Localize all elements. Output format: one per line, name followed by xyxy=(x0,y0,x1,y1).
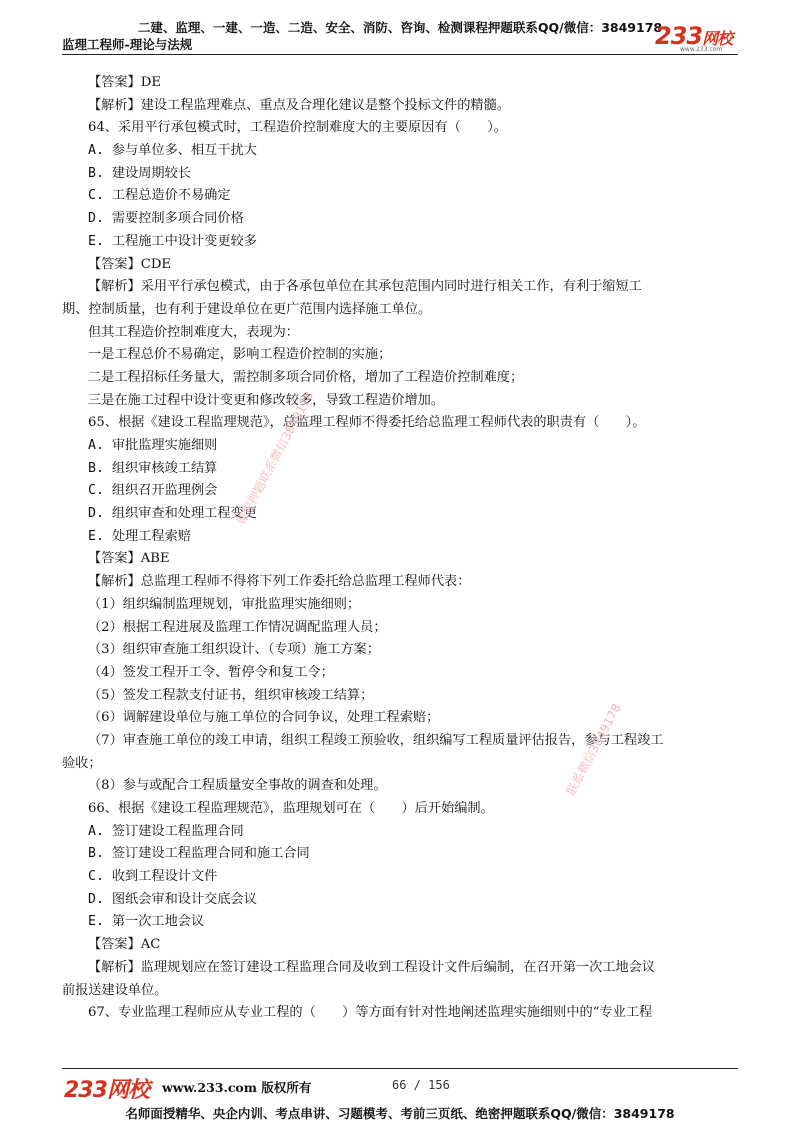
list-item: （2）根据工程进展及监理工作情况调配监理人员； xyxy=(88,619,387,635)
option-line: B. 签订建设工程监理合同和施工合同 xyxy=(88,846,310,862)
option-line: B. 建设周期较长 xyxy=(88,165,191,181)
analysis-line: 【解析】监理规划应在签订建设工程监理合同及收到工程设计文件后编制，在召开第一次工地会议 xyxy=(88,959,656,975)
analysis-continuation: 期、控制质量，也有利于建设单位在更广范围内选择施工单位。 xyxy=(62,301,432,317)
list-item: （8）参与或配合工程质量安全事故的调查和处理。 xyxy=(88,778,387,794)
logo-number: 233 xyxy=(655,22,703,50)
logo-url: www.233.com xyxy=(680,46,723,53)
option-line: D. 图纸会审和设计交底会议 xyxy=(88,891,257,907)
option-line: C. 组织召开监理例会 xyxy=(88,483,218,499)
list-item: （3）组织审查施工组织设计、（专项）施工方案； xyxy=(88,642,380,658)
list-item: （6）调解建设单位与施工单位的合同争议，处理工程索赔； xyxy=(88,710,440,726)
document-subtitle: 监理工程师-理论与法规 xyxy=(62,37,193,52)
body-line: 三是在施工过程中设计变更和修改较多，导致工程造价增加。 xyxy=(88,392,445,408)
footer-logo-text: 网校 xyxy=(106,1078,149,1103)
logo-text: 网校 xyxy=(702,29,733,48)
footer-copyright: www.233.com 版权所有 xyxy=(162,1080,312,1095)
watermark-text: 联系微信3849178 xyxy=(563,701,624,798)
answer-line: 【答案】DE xyxy=(88,75,161,90)
question-67: 67、专业监理工程师应从专业工程的（ ）等方面有针对性地阐述监理实施细则中的“专业工程 xyxy=(88,1005,653,1021)
list-item-continuation: 验收； xyxy=(62,755,102,771)
answer-line: 【答案】ABE xyxy=(88,551,170,567)
option-line: A. 审批监理实施细则 xyxy=(88,438,218,453)
list-item: （5）签发工程款支付证书，组织审核竣工结算； xyxy=(88,687,374,703)
answer-line: 【答案】CDE xyxy=(88,256,172,272)
analysis-line: 【解析】总监理工程师不得将下列工作委托给总监理工程师代表： xyxy=(88,574,471,590)
list-item: （7）审查施工单位的竣工申请，组织工程竣工预验收，组织编写工程质量评估报告，参与工程竣工 xyxy=(88,732,664,748)
header-divider xyxy=(62,54,738,55)
watermark-text: 课程押题联系微信3849178 xyxy=(233,388,317,528)
header-promo-line: 二建、监理、一建、一造、二造、安全、消防、咨询、检测课程押题联系QQ/微信：3849178 xyxy=(137,20,663,35)
option-line: E. 工程施工中设计变更较多 xyxy=(88,233,257,249)
footer-promo-line: 名师面授精华、央企内训、考点串讲、习题模考、考前三页纸、绝密押题联系QQ/微信：3849178 xyxy=(125,1106,675,1121)
document-body xyxy=(62,72,738,1025)
question-65: 65、根据《建设工程监理规范》，总监理工程师不得委托给总监理工程师代表的职责有（ ）。 xyxy=(88,415,646,431)
analysis-line: 【解析】建设工程监理难点、重点及合理化建议是整个投标文件的精髓。 xyxy=(88,97,510,113)
list-item: （1）组织编制监理规划，审批监理实施细则； xyxy=(88,596,361,612)
footer-logo-number: 233 xyxy=(64,1078,107,1103)
body-line: 二是工程招标任务量大，需控制多项合同价格，增加了工程造价控制难度； xyxy=(88,369,524,385)
option-line: D. 组织审查和处理工程变更 xyxy=(88,506,257,522)
page-number: 66 / 156 xyxy=(392,1078,450,1092)
option-line: A. 参与单位多、相互干扰大 xyxy=(88,143,257,159)
footer-logo xyxy=(64,1073,149,1104)
list-item: （4）签发工程开工令、暂停令和复工令； xyxy=(88,664,334,680)
analysis-line: 【解析】采用平行承包模式，由于各承包单位在其承包范围内同时进行相关工作，有利于缩短工 xyxy=(88,279,642,295)
option-line: E. 第一次工地会议 xyxy=(88,914,205,930)
option-line: B. 组织审核竣工结算 xyxy=(88,460,218,476)
body-line: 一是工程总价不易确定，影响工程造价控制的实施； xyxy=(88,347,392,363)
question-64: 64、采用平行承包模式时，工程造价控制难度大的主要原因有（ ）。 xyxy=(88,120,507,136)
analysis-continuation: 前报送建设单位。 xyxy=(62,982,168,998)
question-66: 66、根据《建设工程监理规范》，监理规划可在（ ）后开始编制。 xyxy=(88,801,494,816)
option-line: C. 收到工程设计文件 xyxy=(88,869,218,885)
body-line: 但其工程造价控制难度大，表现为： xyxy=(88,324,299,340)
footer-divider xyxy=(62,1068,738,1069)
option-line: E. 处理工程索赔 xyxy=(88,528,191,544)
answer-line: 【答案】AC xyxy=(88,937,161,953)
option-line: C. 工程总造价不易确定 xyxy=(88,188,231,204)
option-line: D. 需要控制多项合同价格 xyxy=(88,211,244,227)
option-line: A. 签订建设工程监理合同 xyxy=(88,823,244,839)
